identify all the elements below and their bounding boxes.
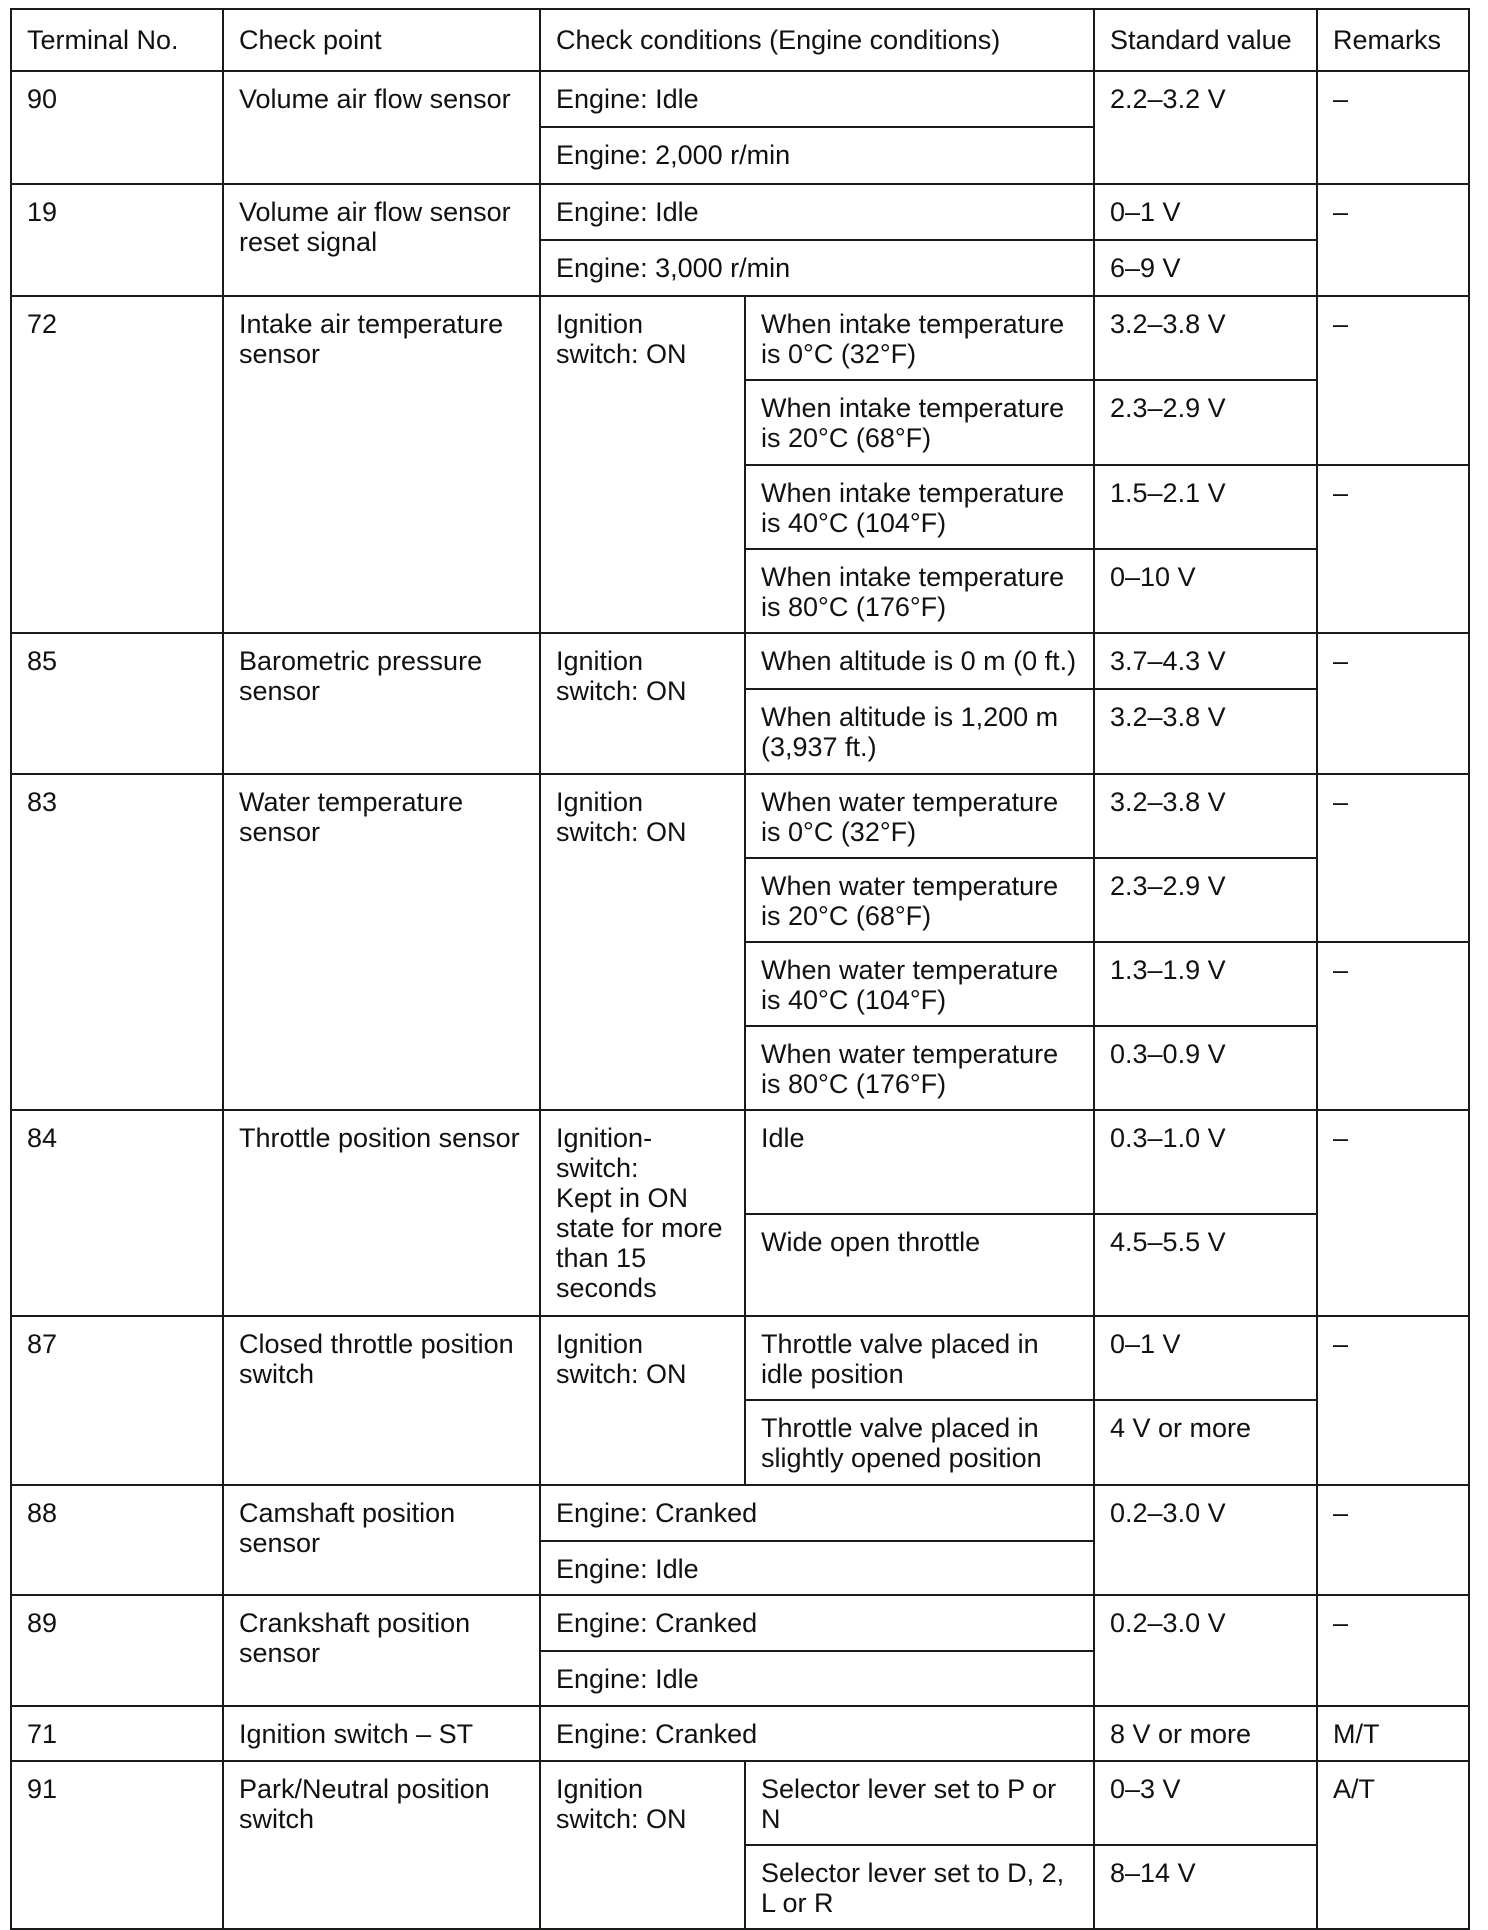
standard-value: 0–1 V: [1094, 184, 1317, 240]
table-row: [11, 633, 1469, 689]
standard-value: 6–9 V: [1094, 240, 1317, 296]
table-row: [11, 71, 1469, 127]
check-condition: Engine: 2,000 r/min: [540, 127, 1094, 184]
terminal-number: 71: [11, 1706, 223, 1761]
remarks: –: [1317, 1316, 1469, 1485]
check-point: Water temperature sensor: [223, 774, 540, 1110]
remarks: –: [1317, 296, 1469, 465]
check-condition: When water temperature is 40°C (104°F): [745, 942, 1094, 1026]
check-condition: Engine: Idle: [540, 1651, 1094, 1706]
remarks: –: [1317, 465, 1469, 633]
condition-group: Ignition switch: ON: [540, 774, 745, 1110]
table-row: [11, 1761, 1469, 1845]
terminal-number: 87: [11, 1316, 223, 1485]
condition-group: Ignition switch: ON: [540, 1761, 745, 1929]
header-check-conditions: Check conditions (Engine conditions): [540, 9, 1094, 71]
terminal-number: 19: [11, 184, 223, 296]
check-point: Throttle position sensor: [223, 1110, 540, 1316]
check-condition: Selector lever set to D, 2, L or R: [745, 1845, 1094, 1929]
check-point: Park/Neutral position switch: [223, 1761, 540, 1929]
remarks: –: [1317, 633, 1469, 774]
check-condition: Idle: [745, 1110, 1094, 1214]
check-condition: Engine: Idle: [540, 71, 1094, 127]
check-point: Volume air flow sensor: [223, 71, 540, 184]
check-condition: Engine: Idle: [540, 184, 1094, 240]
condition-group: Ignition- switch: Kept in ON state for more than 15 seconds: [540, 1110, 745, 1316]
terminal-check-table: [10, 8, 1470, 1930]
check-condition: Engine: Cranked: [540, 1706, 1094, 1761]
check-point: Volume air flow sensor reset signal: [223, 184, 540, 296]
standard-value: 2.3–2.9 V: [1094, 858, 1317, 942]
remarks: –: [1317, 184, 1469, 296]
table-row: [11, 1706, 1469, 1761]
check-condition: When water temperature is 80°C (176°F): [745, 1026, 1094, 1110]
standard-value: 1.3–1.9 V: [1094, 942, 1317, 1026]
check-condition: Throttle valve placed in slightly opened position: [745, 1400, 1094, 1485]
check-point: Camshaft position sensor: [223, 1485, 540, 1595]
standard-value: 3.7–4.3 V: [1094, 633, 1317, 689]
remarks: –: [1317, 71, 1469, 184]
standard-value: 1.5–2.1 V: [1094, 465, 1317, 549]
standard-value: 8–14 V: [1094, 1845, 1317, 1929]
remarks: M/T: [1317, 1706, 1469, 1761]
check-point: Crankshaft position sensor: [223, 1595, 540, 1706]
check-condition: Engine: Cranked: [540, 1595, 1094, 1651]
check-point: Ignition switch – ST: [223, 1706, 540, 1761]
check-condition: When water temperature is 20°C (68°F): [745, 858, 1094, 942]
check-point: Closed throttle position switch: [223, 1316, 540, 1485]
standard-value: 2.3–2.9 V: [1094, 380, 1317, 465]
header-row: [11, 9, 1469, 71]
check-condition: Engine: Cranked: [540, 1485, 1094, 1541]
table-row: [11, 1316, 1469, 1400]
standard-value: 3.2–3.8 V: [1094, 774, 1317, 858]
check-condition: Engine: Idle: [540, 1541, 1094, 1595]
check-condition: Wide open throttle: [745, 1214, 1094, 1316]
remarks: –: [1317, 942, 1469, 1110]
standard-value: 0.2–3.0 V: [1094, 1485, 1317, 1595]
check-condition: When intake temperature is 80°C (176°F): [745, 549, 1094, 633]
standard-value: 3.2–3.8 V: [1094, 689, 1317, 774]
check-point: Barometric pressure sensor: [223, 633, 540, 774]
terminal-number: 72: [11, 296, 223, 633]
standard-value: 0.2–3.0 V: [1094, 1595, 1317, 1706]
header-remarks: Remarks: [1317, 9, 1469, 71]
standard-value: 4 V or more: [1094, 1400, 1317, 1485]
check-condition: When water temperature is 0°C (32°F): [745, 774, 1094, 858]
check-condition: When intake temperature is 20°C (68°F): [745, 380, 1094, 465]
check-condition: When altitude is 0 m (0 ft.): [745, 633, 1094, 689]
table-row: [11, 1595, 1469, 1651]
terminal-number: 91: [11, 1761, 223, 1929]
standard-value: 0–1 V: [1094, 1316, 1317, 1400]
standard-value: 3.2–3.8 V: [1094, 296, 1317, 380]
remarks: –: [1317, 1110, 1469, 1316]
remarks: A/T: [1317, 1761, 1469, 1929]
remarks: –: [1317, 1485, 1469, 1595]
condition-group: Ignition switch: ON: [540, 296, 745, 633]
standard-value: 0.3–1.0 V: [1094, 1110, 1317, 1214]
terminal-number: 88: [11, 1485, 223, 1595]
table-row: [11, 774, 1469, 858]
standard-value: 4.5–5.5 V: [1094, 1214, 1317, 1316]
check-condition: Selector lever set to P or N: [745, 1761, 1094, 1845]
standard-value: 0–3 V: [1094, 1761, 1317, 1845]
check-condition: Engine: 3,000 r/min: [540, 240, 1094, 296]
condition-group: Ignition switch: ON: [540, 633, 745, 774]
terminal-number: 89: [11, 1595, 223, 1706]
check-condition: When intake temperature is 40°C (104°F): [745, 465, 1094, 549]
header-standard-value: Standard value: [1094, 9, 1317, 71]
terminal-number: 83: [11, 774, 223, 1110]
remarks: –: [1317, 1595, 1469, 1706]
terminal-number: 90: [11, 71, 223, 184]
check-condition: Throttle valve placed in idle position: [745, 1316, 1094, 1400]
header-check-point: Check point: [223, 9, 540, 71]
table-row: [11, 184, 1469, 240]
table-row: [11, 296, 1469, 380]
terminal-number: 85: [11, 633, 223, 774]
standard-value: 0–10 V: [1094, 549, 1317, 633]
terminal-number: 84: [11, 1110, 223, 1316]
standard-value: 2.2–3.2 V: [1094, 71, 1317, 184]
standard-value: 0.3–0.9 V: [1094, 1026, 1317, 1110]
table-row: [11, 1485, 1469, 1541]
table-row: [11, 1110, 1469, 1214]
header-terminal-no: Terminal No.: [11, 9, 223, 71]
check-condition: When altitude is 1,200 m (3,937 ft.): [745, 689, 1094, 774]
check-point: Intake air temperature sensor: [223, 296, 540, 633]
remarks: –: [1317, 774, 1469, 942]
standard-value: 8 V or more: [1094, 1706, 1317, 1761]
check-condition: When intake temperature is 0°C (32°F): [745, 296, 1094, 380]
condition-group: Ignition switch: ON: [540, 1316, 745, 1485]
